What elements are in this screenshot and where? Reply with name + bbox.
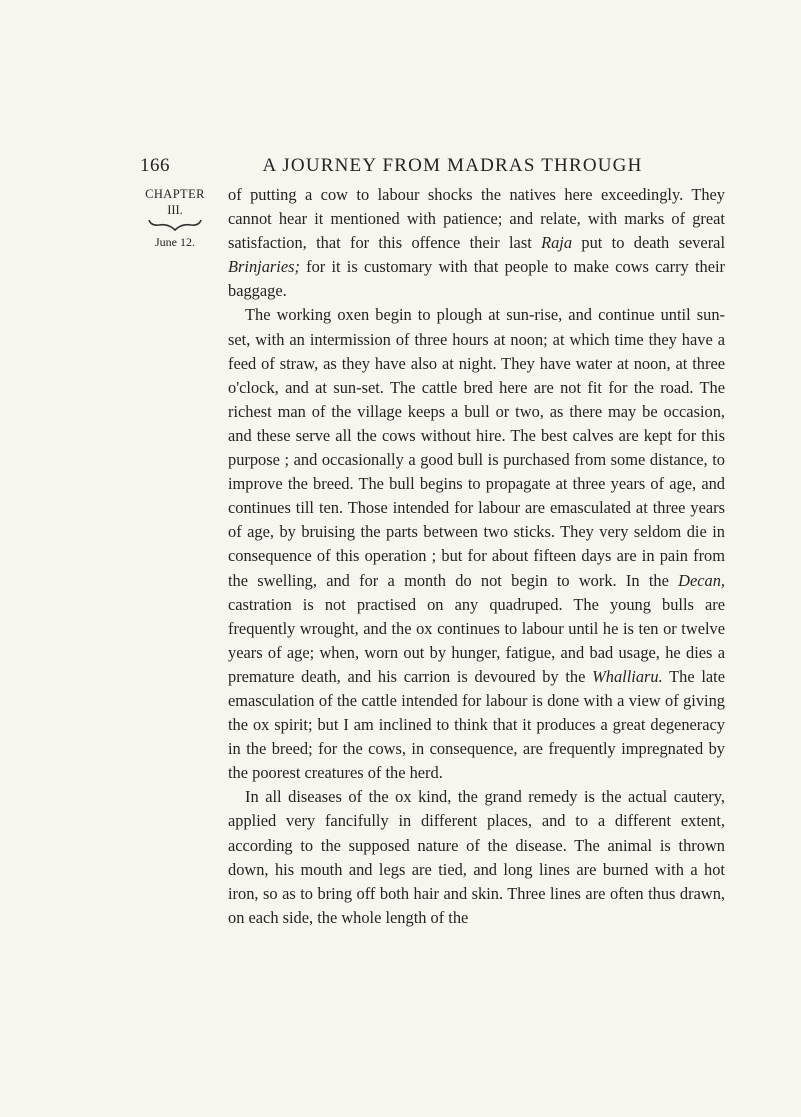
text-run: for it is customary with that people to make cows carry their baggage. [228,257,725,301]
text-run: The late emasculation of the cattle intended for labour is done with a view of giving the ox spirit; but I am inclined to think that it produces a great degeneracy in the breed; for the cows, in consequence, are frequently impregnated by the poorest creatures of the herd. [228,666,725,783]
text-run: castration is not practised on any quadruped. The young bulls are frequently wrought, and the ox continues to labour until he is ten or twelve years of age; when, worn out by hunger, fatigue, and bad usage, he dies a premature death, and his carrion is devoured by the [228,594,725,686]
body-text [228,183,725,930]
text-run: put to death several [572,233,725,253]
paragraph [228,183,725,303]
running-head [140,155,725,179]
running-title: A JOURNEY FROM MADRAS THROUGH [262,155,643,176]
text-run: of putting a cow to labour shocks the natives here exceedingly. They cannot hear it mentioned with patience; and relate, with marks of great satisfaction, that for this offence their last [228,185,725,253]
text-run: The working oxen begin to plough at sun-rise, and continue until sun-set, with an intermission of three hours at noon; at which time they have a feed of straw, as they have also at night. They have water at noon, at three o'clock, and at sun-set. The cattle bred here are not fit for the road. The richest man of the village keeps a bull or two, as there may be occasion, and these serve all the cows without hire. The best calves are kept for this purpose ; and occasionally a good bull is purchased from some distance, to improve the breed. The bull begins to propagate at three years of age, and continues till ten. Those intended for labour are emasculated at three years of age, by bruising the parts between two sticks. They very seldom die in consequence of this operation ; but for about fifteen days are in pain from the swelling, and for a month do not begin to work. In the [228,305,725,590]
chapter-label: CHAPTER [145,187,205,201]
italic-term: Whalliaru. [592,666,663,686]
italic-term: Brinjaries; [228,257,300,277]
margin-date: June 12. [155,235,195,249]
text-run: In all diseases of the ox kind, the grand remedy is the actual cautery, applied very fancifully in different places, and to a different extent, according to the supposed nature of the disease. The animal is thrown down, his mouth and legs are tied, and long lines are burned with a hot iron, so as to bring off both hair and skin. Three lines are often thus drawn, on each side, the whole length of the [228,787,725,927]
italic-term: Raja [541,233,573,253]
paragraph [228,785,725,930]
margin-note [140,186,210,250]
brace-ornament-icon [145,217,205,231]
paragraph [228,303,725,785]
chapter-number: III. [167,203,183,217]
italic-term: Decan, [678,570,725,590]
page-number: 166 [140,155,170,176]
